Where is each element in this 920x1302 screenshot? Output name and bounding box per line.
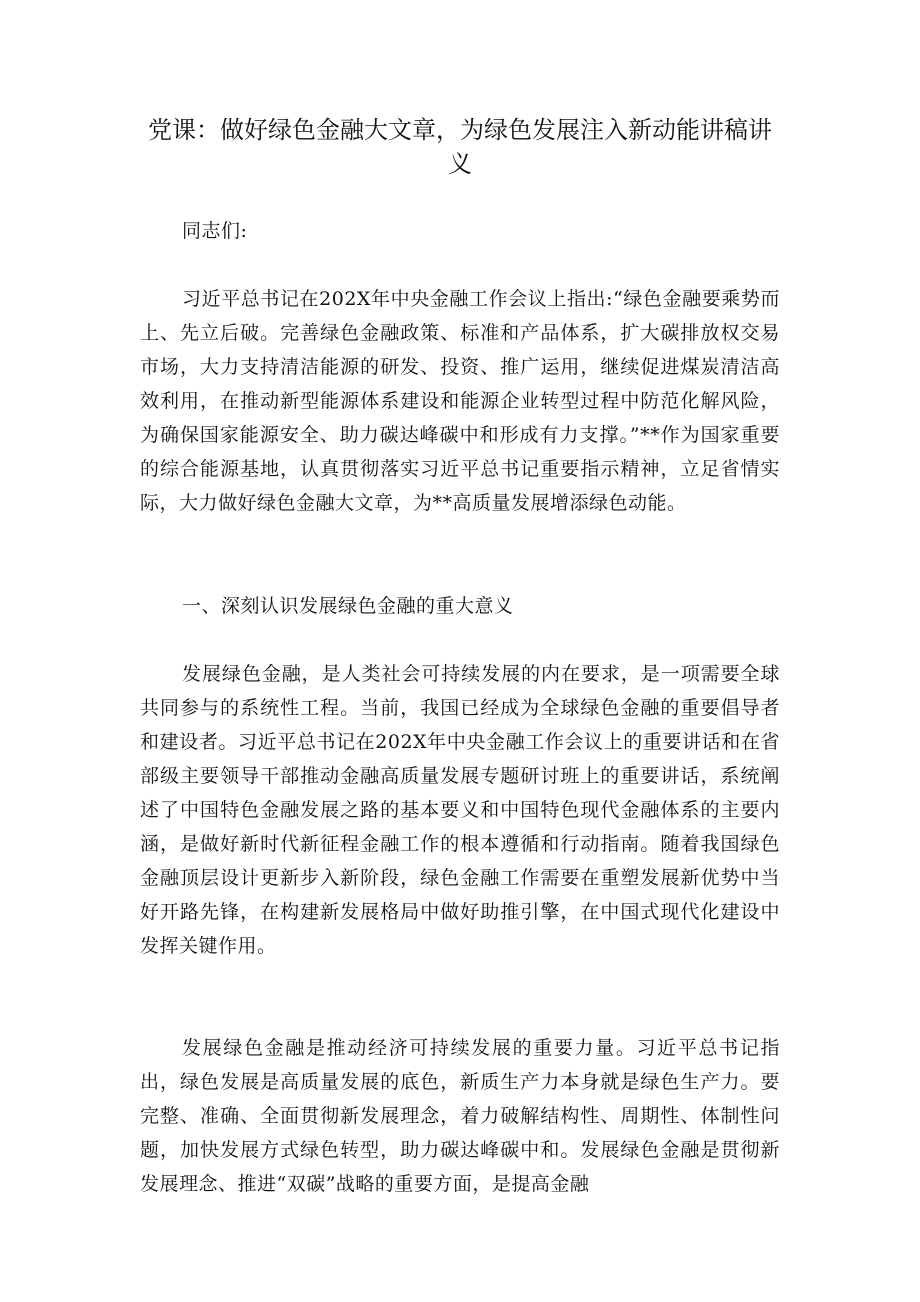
greeting: 同志们:	[182, 220, 248, 242]
paragraph-2: 发展绿色金融，是人类社会可持续发展的内在要求，是一项需要全球共同参与的系统性工程。当前，我国已经成为全球绿色金融的重要倡导者和建设者。习近平总书记在202X年中央金融工作会议上的重要讲话和在省部级主要领导干部推动金融高质量发展专题研讨班上的重要讲话，系统阐述了中国特色金融发展之路的基本要义和中国特色现代金融体系的主要内涵，是做好新时代新征程金融工作的根本遵循和行动指南。随着我国绿色金融顶层设计更新步入新阶段，绿色金融工作需要在重塑发展新优势中当好开路先锋，在构建新发展格局中做好助推引擎，在中国式现代化建设中发挥关键作用。	[140, 663, 780, 957]
section-heading-1: 一、深刻认识发展绿色金融的重大意义	[182, 595, 514, 617]
paragraph-1: 习近平总书记在202X年中央金融工作会议上指出:“绿色金融要乘势而上、先立后破。完善绿色金融政策、标准和产品体系，扩大碳排放权交易市场，大力支持清洁能源的研发、投资、推广运用，继续促进煤炭清洁高效利用，在推动新型能源体系建设和能源企业转型过程中防范化解风险，为确保国家能源安全、助力碳达峰碳中和形成有力支撑。”**作为国家重要的综合能源基地，认真贯彻落实习近平总书记重要指示精神，立足省情实际，大力做好绿色金融大文章，为**高质量发展增添绿色动能。	[140, 288, 780, 514]
document-title: 党课：做好绿色金融大文章，为绿色发展注入新动能讲稿讲义	[148, 116, 772, 178]
paragraph-3: 发展绿色金融是推动经济可持续发展的重要力量。习近平总书记指出，绿色发展是高质量发展的底色，新质生产力本身就是绿色生产力。要完整、准确、全面贯彻新发展理念，着力破解结构性、周期性、体制性问题，加快发展方式绿色转型，助力碳达峰碳中和。发展绿色金融是贯彻新发展理念、推进“双碳”战略的重要方面，是提高金融	[140, 1037, 780, 1195]
